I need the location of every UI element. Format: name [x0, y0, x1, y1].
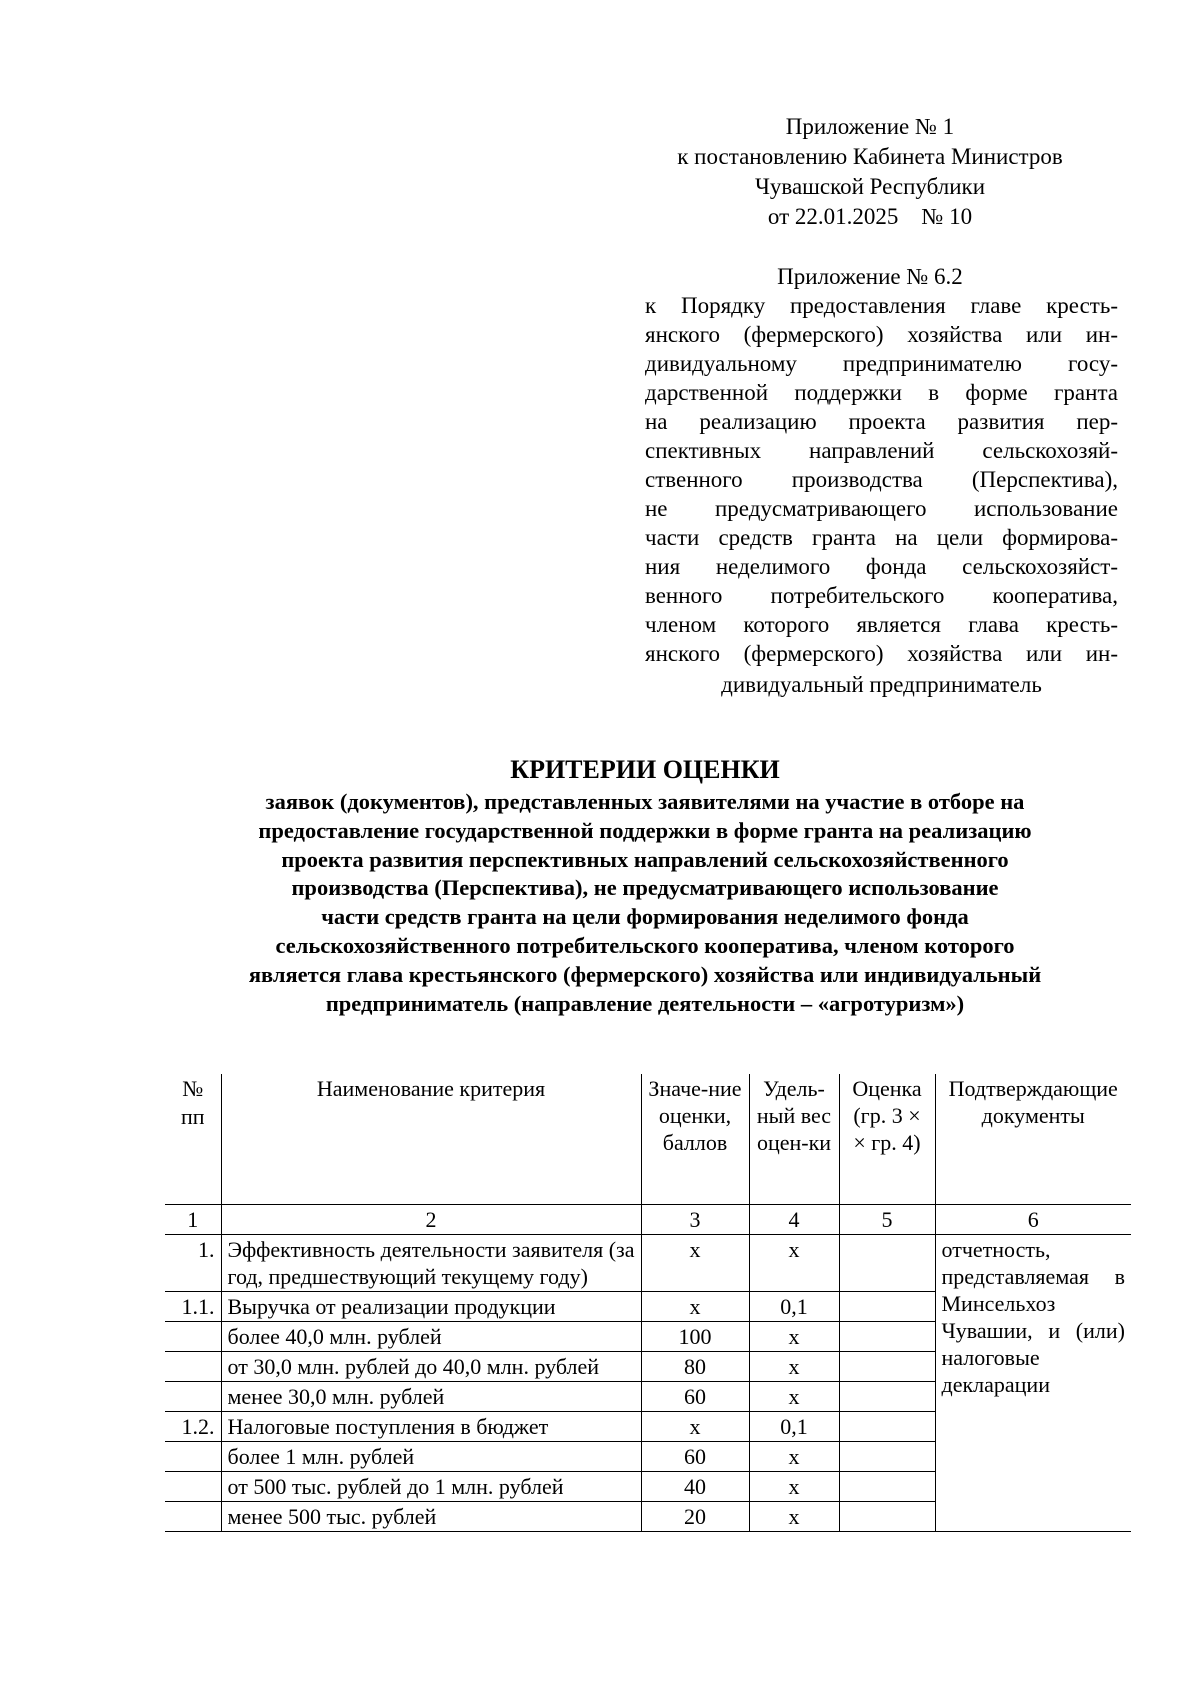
subtitle-line: является глава крестьянского (фермерского) хозяйства или индивидуальный — [248, 961, 1042, 987]
row-value: 60 — [641, 1442, 749, 1472]
row-score — [839, 1292, 935, 1322]
appendix-line: янского (фермерского) хозяйства или ин- — [645, 641, 1118, 666]
row-weight: х — [749, 1235, 839, 1292]
row-name: более 40,0 млн. рублей — [221, 1322, 641, 1352]
appendix-line: дивидуальному предпринимателю госу- — [645, 351, 1118, 376]
row-name: Выручка от реализации продукции — [221, 1292, 641, 1322]
appendix-line: на реализацию проекта развития пер- — [645, 409, 1118, 434]
column-number: 2 — [221, 1205, 641, 1235]
subtitle-line: проекта развития перспективных направлений сельскохозяйственного — [281, 846, 1009, 872]
row-num — [165, 1502, 221, 1532]
appendix-line: ственного производства (Перспектива), — [645, 467, 1118, 492]
subtitle-line: заявок (документов), представленных заявителями на участие в отборе на — [265, 789, 1025, 814]
row-score — [839, 1352, 935, 1382]
row-name: от 30,0 млн. рублей до 40,0 млн. рублей — [221, 1352, 641, 1382]
row-num — [165, 1352, 221, 1382]
appendix-1-date: от 22.01.2025 № 10 — [767, 204, 973, 229]
row-score — [839, 1412, 935, 1442]
row-num: 1.2. — [165, 1412, 221, 1442]
row-score — [839, 1382, 935, 1412]
row-score — [839, 1442, 935, 1472]
row-docs: отчетность, представляемая в Минсельхоз Чувашии, и (или) налоговые декларации — [935, 1235, 1131, 1532]
appendix-line: части средств гранта на цели формирова- — [645, 525, 1118, 550]
row-num: 1. — [165, 1235, 221, 1292]
appendix-1-line: Чувашской Республики — [754, 174, 986, 199]
row-num: 1.1. — [165, 1292, 221, 1322]
row-value: х — [641, 1235, 749, 1292]
row-num — [165, 1382, 221, 1412]
row-name: менее 30,0 млн. рублей — [221, 1382, 641, 1412]
column-number: 3 — [641, 1205, 749, 1235]
row-weight: х — [749, 1472, 839, 1502]
row-value: 100 — [641, 1322, 749, 1352]
header-weight: Удель-ный вес оцен-ки — [749, 1074, 839, 1205]
subtitle-line: сельскохозяйственного потребительского кооператива, членом которого — [275, 932, 1015, 958]
appendix-6-2-title: Приложение № 6.2 — [777, 264, 963, 289]
appendix-line: ния неделимого фонда сельскохозяйст- — [645, 554, 1118, 579]
header-name: Наименование критерия — [221, 1074, 641, 1205]
row-value: 80 — [641, 1352, 749, 1382]
row-num — [165, 1322, 221, 1352]
row-name: более 1 млн. рублей — [221, 1442, 641, 1472]
row-name: от 500 тыс. рублей до 1 млн. рублей — [221, 1472, 641, 1502]
appendix-line: к Порядку предоставления главе кресть- — [645, 293, 1118, 318]
table-row — [165, 1235, 1131, 1292]
appendix-1-block — [640, 112, 1100, 232]
subtitle-line: предоставление государственной поддержки в форме гранта на реализацию — [258, 817, 1032, 843]
row-value: 20 — [641, 1502, 749, 1532]
row-num — [165, 1472, 221, 1502]
document-subtitle — [165, 788, 1125, 1018]
table-header-row — [165, 1074, 1131, 1205]
subtitle-line: производства (Перспектива), не предусматривающего использование — [291, 875, 999, 901]
header-score: Оценка (гр. 3 × × гр. 4) — [839, 1074, 935, 1205]
column-number-row — [165, 1205, 1131, 1235]
appendix-line: янского (фермерского) хозяйства или ин- — [645, 322, 1118, 347]
row-weight: 0,1 — [749, 1412, 839, 1442]
row-name: Налоговые поступления в бюджет — [221, 1412, 641, 1442]
row-score — [839, 1235, 935, 1292]
row-weight: х — [749, 1382, 839, 1412]
column-number: 4 — [749, 1205, 839, 1235]
row-score — [839, 1502, 935, 1532]
criteria-table — [165, 1074, 1131, 1532]
row-score — [839, 1472, 935, 1502]
appendix-line: не предусматривающего использование — [645, 496, 1118, 521]
row-weight: х — [749, 1442, 839, 1472]
row-value: х — [641, 1412, 749, 1442]
appendix-1-title: Приложение № 1 — [785, 114, 955, 139]
row-score — [839, 1322, 935, 1352]
appendix-6-2-body — [645, 291, 1118, 668]
row-value: х — [641, 1292, 749, 1322]
row-weight: х — [749, 1502, 839, 1532]
document-title: КРИТЕРИИ ОЦЕНКИ — [510, 755, 780, 784]
header-value: Значе-ние оценки, баллов — [641, 1074, 749, 1205]
appendix-line: дивидуальный предприниматель — [721, 672, 1042, 697]
header-num: № пп — [165, 1074, 221, 1205]
row-weight: 0,1 — [749, 1292, 839, 1322]
appendix-line: спективных направлений сельскохозяй- — [645, 438, 1118, 463]
subtitle-line: предприниматель (направление деятельности – «агротуризм») — [325, 990, 965, 1016]
appendix-1-line: к постановлению Кабинета Министров — [677, 144, 1063, 169]
row-name: Эффективность деятельности заявителя (за год, предшествующий текущему году) — [221, 1235, 641, 1292]
column-number: 1 — [165, 1205, 221, 1235]
column-number: 5 — [839, 1205, 935, 1235]
row-weight: х — [749, 1322, 839, 1352]
row-name: менее 500 тыс. рублей — [221, 1502, 641, 1532]
row-weight: х — [749, 1352, 839, 1382]
row-value: 40 — [641, 1472, 749, 1502]
appendix-line: венного потребительского кооператива, — [645, 583, 1118, 608]
appendix-line: дарственной поддержки в форме гранта — [645, 380, 1118, 405]
header-docs: Подтверждающие документы — [935, 1074, 1131, 1205]
subtitle-line: части средств гранта на цели формирования неделимого фонда — [321, 904, 969, 930]
row-value: 60 — [641, 1382, 749, 1412]
row-num — [165, 1442, 221, 1472]
appendix-line: членом которого является глава кресть- — [645, 612, 1118, 637]
column-number: 6 — [935, 1205, 1131, 1235]
